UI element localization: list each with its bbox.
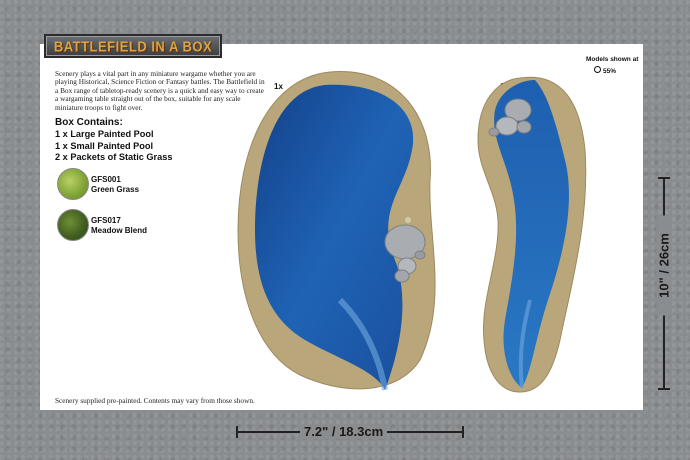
- grass-code: GFS017: [91, 216, 121, 225]
- logo-text: BATTLEFIELD IN A BOX: [53, 37, 213, 55]
- contents-item: 1 x Small Painted Pool: [55, 140, 154, 151]
- intro-paragraph: Scenery plays a vital part in any miniature wargame whether you are playing Historical, Science Fiction or Fantasy battles. The Battlefield in a Box range of tabletop-ready scenery is a quick and easy way to create a wargaming table straight out of the box, suitable for any scale miniature troops to fight over.: [55, 69, 265, 112]
- contents-item: 1 x Large Painted Pool: [55, 129, 154, 139]
- grass-code: GFS001: [91, 175, 121, 184]
- grass-name: Green Grass: [91, 185, 140, 194]
- contents-heading: Box Contains:: [55, 117, 123, 128]
- scale-percent: 55%: [603, 68, 617, 75]
- footnote: Scenery supplied pre-painted. Contents may vary from those shown.: [55, 396, 255, 405]
- large-pool: [238, 72, 435, 390]
- width-dimension: 7.2" / 18.3cm: [300, 424, 387, 439]
- scale-label: Models shown at: [586, 56, 639, 63]
- contents-item: 2 x Packets of Static Grass: [55, 152, 173, 162]
- small-pool: [478, 77, 586, 392]
- grass-name: Meadow Blend: [91, 226, 148, 235]
- height-dimension: 10" / 26cm: [657, 216, 672, 316]
- large-pool-qty: 1x: [274, 82, 283, 91]
